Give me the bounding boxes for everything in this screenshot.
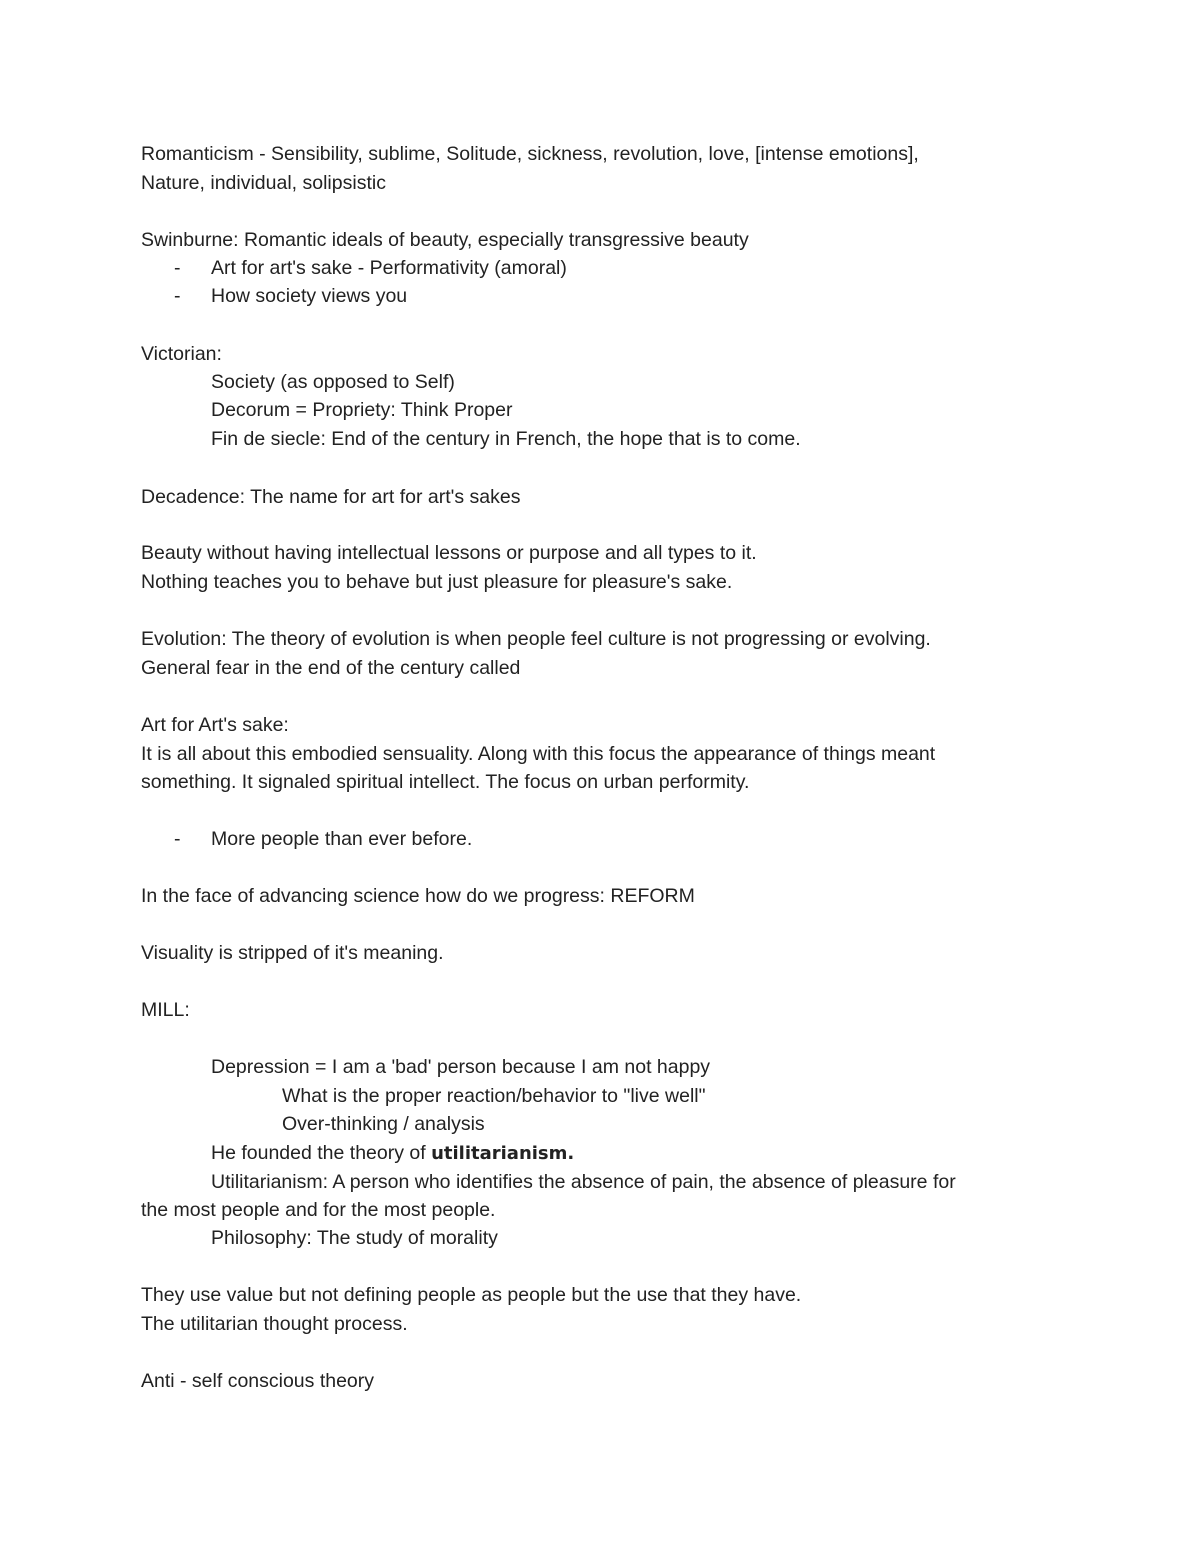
bullet-dash: - bbox=[174, 828, 181, 850]
art-line-2: something. It signaled spiritual intellect. The focus on urban performity. bbox=[141, 771, 750, 793]
victorian-item-2: Decorum = Propriety: Think Proper bbox=[211, 399, 513, 421]
swinburne-line: Swinburne: Romantic ideals of beauty, especially transgressive beauty bbox=[141, 229, 749, 251]
victorian-heading: Victorian: bbox=[141, 343, 222, 365]
swinburne-bullet-2: How society views you bbox=[211, 285, 408, 307]
value-line-2: The utilitarian thought process. bbox=[141, 1313, 408, 1335]
art-heading: Art for Art's sake: bbox=[141, 714, 289, 736]
founded-line bbox=[211, 1139, 574, 1168]
depression-line: Depression = I am a 'bad' person because I am not happy bbox=[211, 1056, 711, 1078]
bullet-dash: - bbox=[174, 257, 181, 279]
utilitarianism-line-2: the most people and for the most people. bbox=[141, 1199, 496, 1221]
swinburne-bullet-1: Art for art's sake - Performativity (amoral) bbox=[211, 257, 567, 279]
evolution-line-1: Evolution: The theory of evolution is when people feel culture is not progressing or evolving. bbox=[141, 628, 931, 650]
utilitarianism-line-1: Utilitarianism: A person who identifies the absence of pain, the absence of pleasure for bbox=[211, 1171, 956, 1193]
bullet-dash: - bbox=[174, 285, 181, 307]
value-line-1: They use value but not defining people as people but the use that they have. bbox=[141, 1284, 802, 1306]
science-line: In the face of advancing science how do we progress: REFORM bbox=[141, 885, 695, 907]
art-line-1: It is all about this embodied sensuality. Along with this focus the appearance of things meant bbox=[141, 743, 936, 765]
romanticism-line-2: Nature, individual, solipsistic bbox=[141, 172, 386, 194]
founded-prefix: He founded the theory of bbox=[211, 1142, 432, 1164]
victorian-item-1: Society (as opposed to Self) bbox=[211, 371, 455, 393]
romanticism-line-1: Romanticism - Sensibility, sublime, Solitude, sickness, revolution, love, [intense emotions], bbox=[141, 143, 919, 165]
beauty-line-1: Beauty without having intellectual lessons or purpose and all types to it. bbox=[141, 542, 757, 564]
beauty-line-2: Nothing teaches you to behave but just pleasure for pleasure's sake. bbox=[141, 571, 733, 593]
visuality-line: Visuality is stripped of it's meaning. bbox=[141, 942, 444, 964]
decadence-line: Decadence: The name for art for art's sakes bbox=[141, 486, 521, 508]
art-bullet: More people than ever before. bbox=[211, 828, 473, 850]
proper-reaction-line: What is the proper reaction/behavior to "live well" bbox=[282, 1085, 706, 1107]
philosophy-line: Philosophy: The study of morality bbox=[211, 1227, 498, 1249]
utilitarianism-term: utilitarianism. bbox=[431, 1143, 575, 1164]
mill-heading: MILL: bbox=[141, 999, 190, 1021]
victorian-item-3: Fin de siecle: End of the century in French, the hope that is to come. bbox=[211, 428, 801, 450]
overthinking-line: Over-thinking / analysis bbox=[282, 1113, 485, 1135]
anti-line: Anti - self conscious theory bbox=[141, 1370, 375, 1392]
evolution-line-2: General fear in the end of the century called bbox=[141, 657, 521, 679]
